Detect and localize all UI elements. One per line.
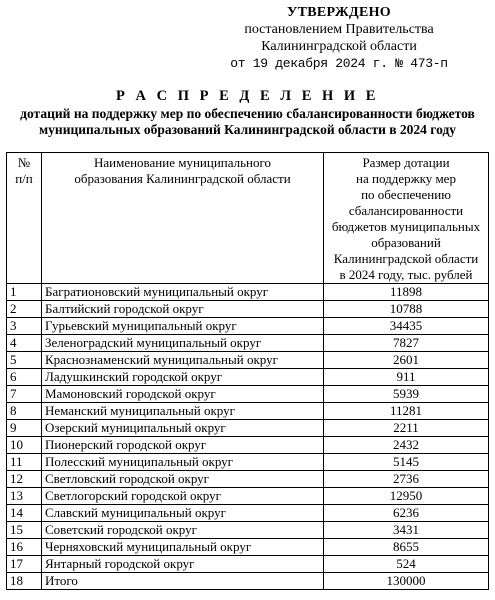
header-number-line-1: № <box>17 155 31 170</box>
row-number: 4 <box>7 335 42 352</box>
subtitle-line-1: дотаций на поддержку мер по обеспечению сбалансированности бюджетов <box>20 106 475 121</box>
row-amount: 2736 <box>324 471 489 488</box>
row-municipality: Озерский муниципальный округ <box>42 420 324 437</box>
header-name-line-2: образования Калининградской области <box>74 171 291 186</box>
header-amount-line: на поддержку мер <box>356 171 456 186</box>
row-municipality: Полесский муниципальный округ <box>42 454 324 471</box>
table-row <box>7 335 489 352</box>
table-row <box>7 284 489 301</box>
row-amount: 7827 <box>324 335 489 352</box>
table-row <box>7 301 489 318</box>
header-amount-line: в 2024 году, тыс. рублей <box>339 267 473 282</box>
total-amount: 130000 <box>324 573 489 590</box>
header-amount-line: сбалансированности <box>348 203 464 218</box>
row-municipality: Багратионовский муниципальный округ <box>42 284 324 301</box>
row-number: 1 <box>7 284 42 301</box>
row-amount: 524 <box>324 556 489 573</box>
row-amount: 10788 <box>324 301 489 318</box>
header-name-line-1: Наименование муниципального <box>93 155 272 170</box>
table-row <box>7 420 489 437</box>
header-number-line-2: п/п <box>15 171 33 186</box>
table-row <box>7 488 489 505</box>
row-municipality: Балтийский городской округ <box>42 301 324 318</box>
row-municipality: Черняховский муниципальный округ <box>42 539 324 556</box>
row-amount: 911 <box>324 369 489 386</box>
row-number: 11 <box>7 454 42 471</box>
header-amount-line: Калининградской области <box>333 251 479 266</box>
approval-line-2: Калининградской области <box>261 39 417 54</box>
row-municipality: Славский муниципальный округ <box>42 505 324 522</box>
total-label: Итого <box>42 573 324 590</box>
table-row <box>7 522 489 539</box>
row-number: 14 <box>7 505 42 522</box>
header-amount-line: Размер дотации <box>362 155 450 170</box>
header-amount-line: бюджетов муниципальных <box>331 219 481 234</box>
approval-heading: УТВЕРЖДЕНО <box>287 5 391 20</box>
table-row <box>7 352 489 369</box>
row-municipality: Неманский муниципальный округ <box>42 403 324 420</box>
row-number: 7 <box>7 386 42 403</box>
row-number: 10 <box>7 437 42 454</box>
row-amount: 3431 <box>324 522 489 539</box>
row-amount: 2601 <box>324 352 489 369</box>
row-number: 16 <box>7 539 42 556</box>
row-number: 17 <box>7 556 42 573</box>
approval-block <box>189 4 489 72</box>
table-row <box>7 505 489 522</box>
row-number: 18 <box>7 573 42 590</box>
table-total-row <box>7 573 489 590</box>
row-municipality: Пионерский городской округ <box>42 437 324 454</box>
row-amount: 2211 <box>324 420 489 437</box>
row-municipality: Краснознаменский муниципальный округ <box>42 352 324 369</box>
header-number <box>7 153 42 284</box>
row-amount: 5145 <box>324 454 489 471</box>
row-municipality: Советский городской округ <box>42 522 324 539</box>
table-row <box>7 369 489 386</box>
table-row <box>7 539 489 556</box>
document-title: Р А С П Р Е Д Е Л Е Н И Е <box>116 88 379 104</box>
row-amount: 11898 <box>324 284 489 301</box>
table-row <box>7 386 489 403</box>
row-amount: 8655 <box>324 539 489 556</box>
row-number: 6 <box>7 369 42 386</box>
row-municipality: Гурьевский муниципальный округ <box>42 318 324 335</box>
table-row <box>7 471 489 488</box>
row-municipality: Мамоновский городской округ <box>42 386 324 403</box>
row-number: 15 <box>7 522 42 539</box>
row-amount: 6236 <box>324 505 489 522</box>
approval-line-1: постановлением Правительства <box>244 22 434 37</box>
row-municipality: Зеленоградский муниципальный округ <box>42 335 324 352</box>
approval-date-line: от 19 декабря 2024 г. № 473-п <box>230 56 448 71</box>
document-subtitle <box>0 106 495 138</box>
row-municipality: Светловский городской округ <box>42 471 324 488</box>
header-amount-line: по обеспечению <box>361 187 451 202</box>
row-amount: 2432 <box>324 437 489 454</box>
header-name <box>42 153 324 284</box>
table-row <box>7 556 489 573</box>
row-number: 3 <box>7 318 42 335</box>
table-row <box>7 454 489 471</box>
header-amount <box>324 153 489 284</box>
row-municipality: Светлогорский городской округ <box>42 488 324 505</box>
row-number: 2 <box>7 301 42 318</box>
row-number: 9 <box>7 420 42 437</box>
grants-table <box>6 152 489 590</box>
row-amount: 34435 <box>324 318 489 335</box>
row-amount: 11281 <box>324 403 489 420</box>
table-header-row <box>7 153 489 284</box>
row-municipality: Ладушкинский городской округ <box>42 369 324 386</box>
row-number: 5 <box>7 352 42 369</box>
row-number: 8 <box>7 403 42 420</box>
header-amount-line: образований <box>371 235 441 250</box>
row-amount: 12950 <box>324 488 489 505</box>
table-row <box>7 403 489 420</box>
table-row <box>7 437 489 454</box>
row-amount: 5939 <box>324 386 489 403</box>
subtitle-line-2: муниципальных образований Калининградской области в 2024 году <box>38 122 457 137</box>
table-row <box>7 318 489 335</box>
row-number: 12 <box>7 471 42 488</box>
row-number: 13 <box>7 488 42 505</box>
row-municipality: Янтарный городской округ <box>42 556 324 573</box>
